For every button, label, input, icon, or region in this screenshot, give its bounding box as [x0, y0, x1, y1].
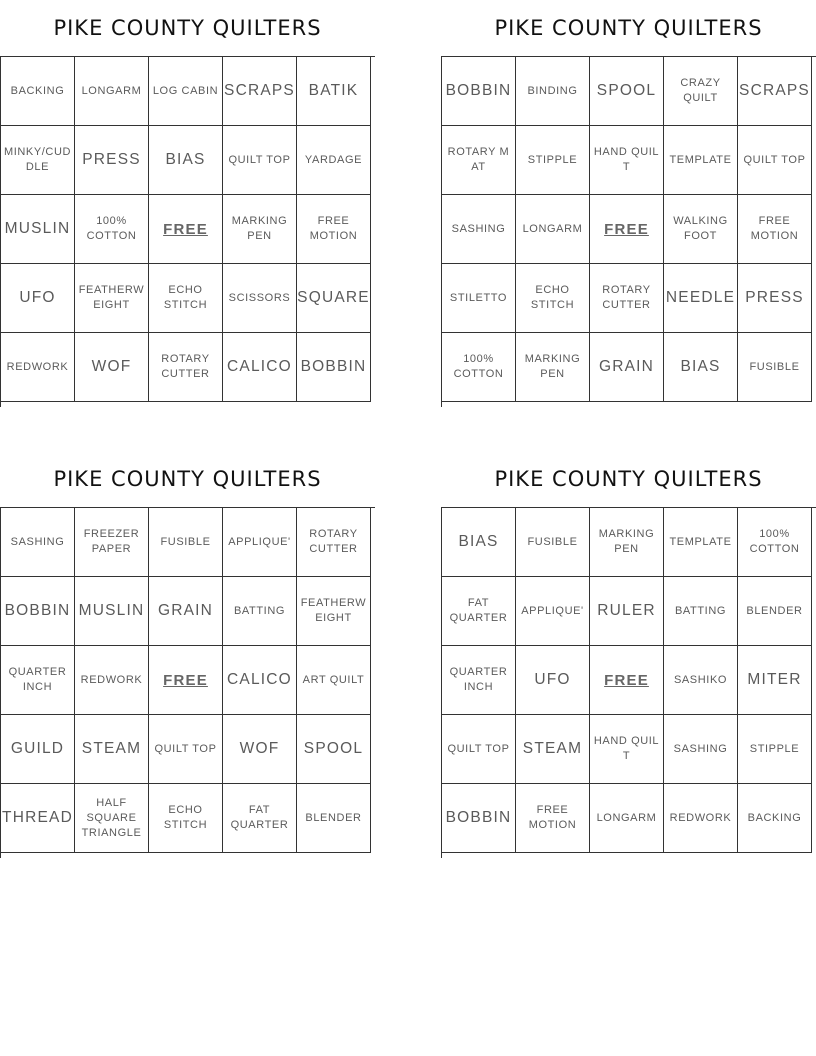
bingo-cell: LONGARM: [75, 57, 149, 126]
bingo-cell: MUSLIN: [75, 577, 149, 646]
bingo-cell: REDWORK: [1, 333, 75, 402]
bingo-cell: CRAZY QUILT: [664, 57, 738, 126]
bingo-cell: STIPPLE: [516, 126, 590, 195]
bingo-cell: WOF: [75, 333, 149, 402]
bingo-cell: BATTING: [223, 577, 297, 646]
bingo-cell: GRAIN: [149, 577, 223, 646]
bingo-cell: LONGARM: [590, 784, 664, 853]
bingo-cell: WOF: [223, 715, 297, 784]
bingo-cell: REDWORK: [75, 646, 149, 715]
bingo-cell: BLENDER: [738, 577, 812, 646]
bingo-cell: PRESS: [738, 264, 812, 333]
bingo-cell: PRESS: [75, 126, 149, 195]
bingo-cell: ECHO STITCH: [516, 264, 590, 333]
bingo-cell: CALICO: [223, 333, 297, 402]
bingo-cell: QUARTER INCH: [442, 646, 516, 715]
bingo-cell: FEATHERWEIGHT: [75, 264, 149, 333]
bingo-cell: ECHO STITCH: [149, 264, 223, 333]
bingo-cell: FAT QUARTER: [442, 577, 516, 646]
bingo-cell: QUILT TOP: [223, 126, 297, 195]
bingo-cell: HAND QUILT: [590, 126, 664, 195]
bingo-cell: 100% COTTON: [738, 508, 812, 577]
free-space: FREE: [149, 646, 223, 715]
bingo-cell: MUSLIN: [1, 195, 75, 264]
bingo-cell: UFO: [516, 646, 590, 715]
bingo-cell: STEAM: [75, 715, 149, 784]
bingo-cell: MARKING PEN: [223, 195, 297, 264]
bingo-cell: 100% COTTON: [442, 333, 516, 402]
bingo-cell: QUARTER INCH: [1, 646, 75, 715]
bingo-cell: BACKING: [738, 784, 812, 853]
bingo-cell: QUILT TOP: [442, 715, 516, 784]
bingo-cell: FUSIBLE: [738, 333, 812, 402]
bingo-grid: [441, 507, 816, 858]
bingo-cell: ECHO STITCH: [149, 784, 223, 853]
bingo-cell: STEAM: [516, 715, 590, 784]
bingo-cell: BACKING: [1, 57, 75, 126]
bingo-cell: BIAS: [149, 126, 223, 195]
bingo-cell: ROTARY MAT: [442, 126, 516, 195]
free-space: FREE: [590, 195, 664, 264]
bingo-cell: BATTING: [664, 577, 738, 646]
bingo-cell: MARKING PEN: [590, 508, 664, 577]
bingo-cell: SASHIKO: [664, 646, 738, 715]
bingo-cell: QUILT TOP: [149, 715, 223, 784]
bingo-cell: TEMPLATE: [664, 508, 738, 577]
bingo-cell: MITER: [738, 646, 812, 715]
bingo-grid: [0, 507, 375, 858]
bingo-cell: BINDING: [516, 57, 590, 126]
bingo-cell: BOBBIN: [442, 57, 516, 126]
bingo-cell: BOBBIN: [297, 333, 371, 402]
bingo-cell: CALICO: [223, 646, 297, 715]
bingo-cell: FREE MOTION: [516, 784, 590, 853]
bingo-cell: MINKY/CUDDLE: [1, 126, 75, 195]
bingo-cell: GRAIN: [590, 333, 664, 402]
bingo-cell: BIAS: [664, 333, 738, 402]
bingo-cell: LOG CABIN: [149, 57, 223, 126]
free-space: FREE: [590, 646, 664, 715]
bingo-cell: QUILT TOP: [738, 126, 812, 195]
bingo-card: [441, 451, 816, 858]
bingo-cell: APPLIQUE': [516, 577, 590, 646]
bingo-cell: SCISSORS: [223, 264, 297, 333]
bingo-card: [441, 0, 816, 407]
bingo-cell: BLENDER: [297, 784, 371, 853]
bingo-cell: ROTARY CUTTER: [149, 333, 223, 402]
bingo-cell: SPOOL: [590, 57, 664, 126]
bingo-cell: ROTARY CUTTER: [297, 508, 371, 577]
bingo-cell: SPOOL: [297, 715, 371, 784]
bingo-cell: FEATHERWEIGHT: [297, 577, 371, 646]
card-title: PIKE COUNTY QUILTERS: [53, 467, 322, 491]
bingo-cell: SASHING: [442, 195, 516, 264]
bingo-cell: LONGARM: [516, 195, 590, 264]
bingo-cell: STILETTO: [442, 264, 516, 333]
bingo-cell: FUSIBLE: [516, 508, 590, 577]
bingo-cell: GUILD: [1, 715, 75, 784]
bingo-cell: WALKING FOOT: [664, 195, 738, 264]
bingo-cell: APPLIQUE': [223, 508, 297, 577]
bingo-cell: ART QUILT: [297, 646, 371, 715]
bingo-cell: MARKING PEN: [516, 333, 590, 402]
bingo-cell: FUSIBLE: [149, 508, 223, 577]
bingo-cell: SCRAPS: [738, 57, 812, 126]
bingo-cell: FREE MOTION: [738, 195, 812, 264]
bingo-cell: SASHING: [664, 715, 738, 784]
bingo-cell: TEMPLATE: [664, 126, 738, 195]
bingo-card: [0, 0, 375, 407]
bingo-cell: THREAD: [1, 784, 75, 853]
bingo-cell: FREE MOTION: [297, 195, 371, 264]
bingo-cell: HAND QUILT: [590, 715, 664, 784]
bingo-cell: BATIK: [297, 57, 371, 126]
bingo-cell: SQUARE: [297, 264, 371, 333]
bingo-cell: SCRAPS: [223, 57, 297, 126]
bingo-cell: REDWORK: [664, 784, 738, 853]
free-space: FREE: [149, 195, 223, 264]
bingo-cell: 100% COTTON: [75, 195, 149, 264]
bingo-cell: BOBBIN: [1, 577, 75, 646]
card-title: PIKE COUNTY QUILTERS: [53, 16, 322, 40]
card-title: PIKE COUNTY QUILTERS: [494, 467, 763, 491]
bingo-cell: BOBBIN: [442, 784, 516, 853]
bingo-card: [0, 451, 375, 858]
bingo-cell: STIPPLE: [738, 715, 812, 784]
bingo-cell: ROTARY CUTTER: [590, 264, 664, 333]
bingo-cell: BIAS: [442, 508, 516, 577]
bingo-cell: FAT QUARTER: [223, 784, 297, 853]
bingo-cell: YARDAGE: [297, 126, 371, 195]
bingo-cell: RULER: [590, 577, 664, 646]
bingo-cell: UFO: [1, 264, 75, 333]
bingo-cell: FREEZER PAPER: [75, 508, 149, 577]
bingo-grid: [0, 56, 375, 407]
card-title: PIKE COUNTY QUILTERS: [494, 16, 763, 40]
bingo-grid: [441, 56, 816, 407]
bingo-cell: HALF SQUARE TRIANGLE: [75, 784, 149, 853]
bingo-cell: SASHING: [1, 508, 75, 577]
bingo-cell: NEEDLE: [664, 264, 738, 333]
